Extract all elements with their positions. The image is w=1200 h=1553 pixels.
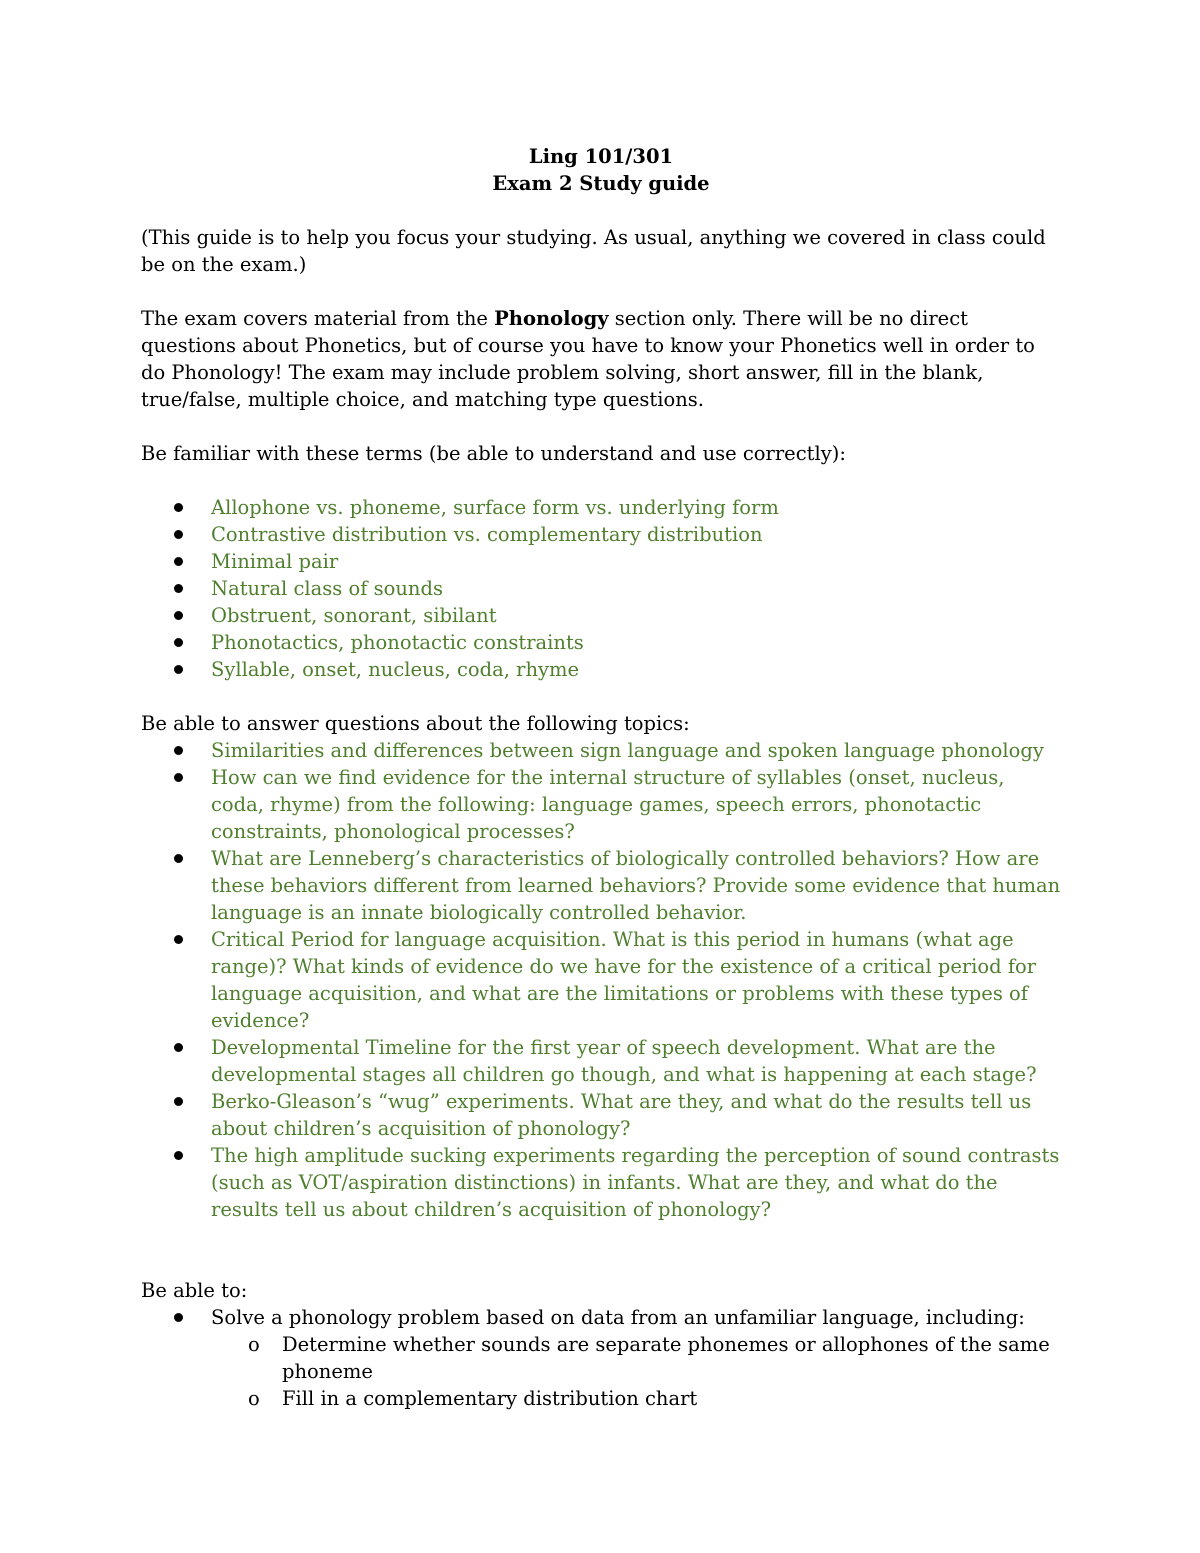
list-item: Berko-Gleason’s “wug” experiments. What are they, and what do the results tell us about children’s acquisition of phonology? bbox=[141, 1088, 1061, 1142]
topics-list bbox=[141, 737, 1061, 1223]
document-title: Exam 2 Study guide bbox=[492, 172, 710, 195]
list-item: How can we find evidence for the internal structure of syllables (onset, nucleus, coda, rhyme) from the following: language games, speech errors, phonotactic constraints, phonological processes? bbox=[141, 764, 1061, 845]
spacer bbox=[141, 1223, 1061, 1277]
list-item: Solve a phonology problem based on data from an unfamiliar language, including: bbox=[141, 1304, 1061, 1331]
coverage-text-end: section only. There will be no direct questions about Phonetics, but of course you have to know your Phonetics well in order to do Phonology! The exam may include problem solving, short answer, fill in the blank, true/false, multiple choice, and matching type questions. bbox=[141, 307, 1035, 411]
list-item: Similarities and differences between sign language and spoken language phonology bbox=[141, 737, 1061, 764]
skills-list bbox=[141, 1304, 1061, 1331]
list-item: Minimal pair bbox=[141, 548, 1061, 575]
document-content bbox=[141, 143, 1061, 1412]
coverage-text-start: The exam covers material from the bbox=[141, 307, 495, 330]
sub-bullet-marker: o bbox=[248, 1387, 260, 1410]
terms-list bbox=[141, 494, 1061, 683]
list-item: Critical Period for language acquisition. What is this period in humans (what age range)? What kinds of evidence do we have for the existence of a critical period for language acquisition, and what are the limitations or problems with these types of evidence? bbox=[141, 926, 1061, 1034]
sub-list-item-text: Fill in a complementary distribution chart bbox=[282, 1387, 698, 1410]
terms-heading: Be familiar with these terms (be able to understand and use correctly): bbox=[141, 442, 846, 465]
coverage-bold-phonology: Phonology bbox=[494, 307, 609, 330]
list-item: Syllable, onset, nucleus, coda, rhyme bbox=[141, 656, 1061, 683]
spacer bbox=[141, 467, 1061, 494]
skills-sub-list bbox=[141, 1331, 1061, 1412]
skills-heading: Be able to: bbox=[141, 1279, 248, 1302]
sub-bullet-marker: o bbox=[248, 1333, 260, 1356]
list-item: What are Lenneberg’s characteristics of biologically controlled behaviors? How are these behaviors different from learned behaviors? Provide some evidence that human language is an innate biologically controlled behavior. bbox=[141, 845, 1061, 926]
list-item: Allophone vs. phoneme, surface form vs. underlying form bbox=[141, 494, 1061, 521]
list-item: Contrastive distribution vs. complementary distribution bbox=[141, 521, 1061, 548]
topics-heading: Be able to answer questions about the following topics: bbox=[141, 712, 690, 735]
list-item: Natural class of sounds bbox=[141, 575, 1061, 602]
list-item: Obstruent, sonorant, sibilant bbox=[141, 602, 1061, 629]
course-title: Ling 101/301 bbox=[528, 145, 674, 168]
sub-list-item-text: Determine whether sounds are separate phonemes or allophones of the same phoneme bbox=[282, 1333, 1050, 1383]
spacer bbox=[141, 683, 1061, 710]
list-item: Phonotactics, phonotactic constraints bbox=[141, 629, 1061, 656]
list-item: The high amplitude sucking experiments regarding the perception of sound contrasts (such as VOT/aspiration distinctions) in infants. What are they, and what do the results tell us about children’s acquisition of phonology? bbox=[141, 1142, 1061, 1223]
list-item: Developmental Timeline for the first year of speech development. What are the developmental stages all children go though, and what is happening at each stage? bbox=[141, 1034, 1061, 1088]
sub-list-item bbox=[141, 1385, 1061, 1412]
intro-paragraph: (This guide is to help you focus your studying. As usual, anything we covered in class could be on the exam.) bbox=[141, 226, 1046, 276]
coverage-paragraph bbox=[141, 305, 1061, 413]
title-block bbox=[141, 143, 1061, 197]
sub-list-item bbox=[141, 1331, 1061, 1385]
